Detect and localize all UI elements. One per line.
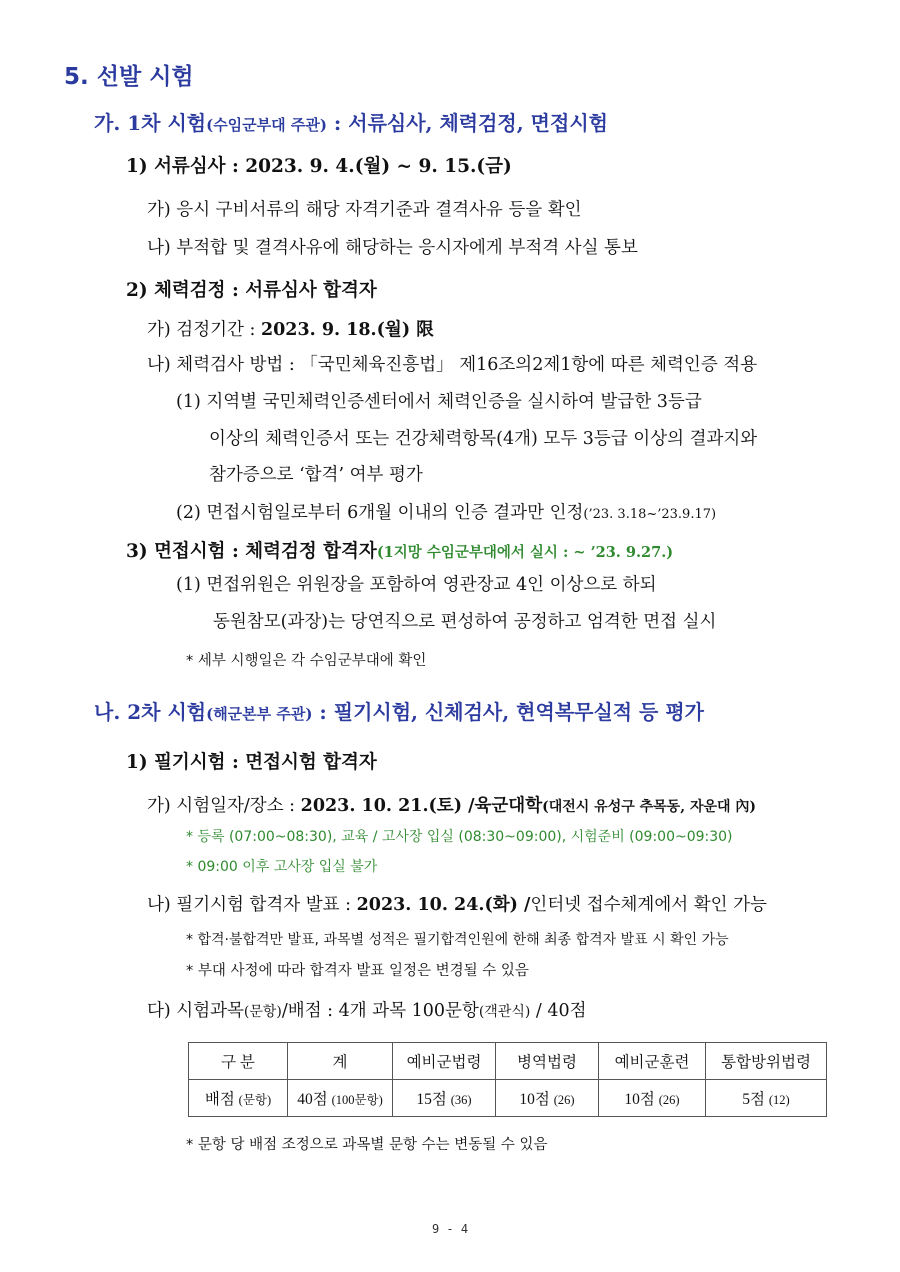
- table-header-cell: 계: [288, 1043, 393, 1080]
- na1-note-green-2: * 09:00 이후 고사장 입실 불가: [186, 859, 378, 875]
- section-title: 5. 선발 시험: [64, 64, 194, 90]
- table-header-cell: 병역법령: [496, 1043, 599, 1080]
- page-number: 9 - 4: [431, 1222, 469, 1236]
- na1-item-c: [147, 1003, 587, 1021]
- na1-note-1: * 합격·불합격만 발표, 과목별 성적은 필기합격인원에 한해 최종 합격자 발표 시 확인 가능: [186, 932, 729, 948]
- heading-ga3: [126, 543, 673, 562]
- na1-item-c-b: (문항): [243, 1004, 282, 1020]
- ga2-sub1-line2: 이상의 체력인증서 또는 건강체력항목(4개) 모두 3등급 이상의 결과지와: [209, 429, 758, 449]
- table-header-cell: 예비군훈련: [599, 1043, 706, 1080]
- heading-ga3-green: (1지망 수임군부대에서 실시 : ~ ’23. 9.27.): [376, 544, 674, 561]
- na1-item-c-d: (객관식): [478, 1004, 531, 1020]
- na1-item-a-label: 가) 시험일자/장소 :: [147, 796, 301, 816]
- heading-ga-main: 가. 1차 시험: [94, 111, 207, 135]
- ga2-item-a: [147, 322, 434, 340]
- ga1-item-b: 나) 부적합 및 결격사유에 해당하는 응시자에게 부적격 사실 통보: [147, 238, 638, 258]
- ga2-item-b: 나) 체력검사 방법 : 「국민체육진흥법」 제16조의2제1항에 따른 체력인증 적용: [147, 355, 758, 375]
- na1-note-2: * 부대 사정에 따라 합격자 발표 일정은 변경될 수 있음: [186, 963, 529, 979]
- table-cell: [496, 1080, 599, 1117]
- heading-ga-sub: (수임군부대 주관): [206, 116, 327, 134]
- heading-na-sub: (해군본부 주관): [206, 705, 313, 723]
- heading-na-main: 나. 2차 시험: [94, 700, 207, 724]
- na1-item-c-e: / 40점: [530, 1001, 587, 1021]
- table-cell-sub: (12): [768, 1093, 790, 1107]
- table-cell: [189, 1080, 288, 1117]
- heading-na-rest: : 필기시험, 신체검사, 현역복무실적 등 평가: [312, 700, 704, 724]
- na1-item-b-label: 나) 필기시험 합격자 발표 :: [147, 895, 357, 915]
- heading-ga2: 2) 체력검정 : 서류심사 합격자: [126, 280, 377, 301]
- heading-ga3-text: 3) 면접시험 : 체력검정 합격자: [126, 541, 377, 562]
- table-header-cell: 통합방위법령: [706, 1043, 827, 1080]
- table-cell-sub: (36): [450, 1093, 472, 1107]
- score-table-row: [189, 1080, 827, 1117]
- table-cell-sub: (26): [658, 1093, 680, 1107]
- na1-item-b-rest: 인터넷 접수체계에서 확인 가능: [530, 895, 767, 915]
- table-cell: [706, 1080, 827, 1117]
- table-cell-sub: (26): [553, 1093, 575, 1107]
- na1-item-b-value: 2023. 10. 24.(화) /: [356, 895, 531, 915]
- na1-item-a-place: (대전시 유성구 추목동, 자운대 內): [542, 799, 757, 815]
- table-cell-main: 10점: [519, 1091, 554, 1108]
- ga1-item-a: 가) 응시 구비서류의 해당 자격기준과 결격사유 등을 확인: [147, 200, 582, 220]
- heading-na1: 1) 필기시험 : 면접시험 합격자: [126, 752, 377, 773]
- table-cell-main: 40점: [297, 1091, 332, 1108]
- heading-ga: [94, 113, 608, 133]
- na1-item-c-a: 다) 시험과목: [147, 1001, 244, 1021]
- ga2-item-a-label: 가) 검정기간 :: [147, 320, 261, 340]
- na1-note-green-1: * 등록 (07:00~08:30), 교육 / 고사장 입실 (08:30~09:00), 시험준비 (09:00~09:30): [186, 829, 733, 845]
- score-table: [188, 1042, 827, 1117]
- heading-ga-rest: : 서류심사, 체력검정, 면접시험: [326, 111, 608, 135]
- table-cell: [393, 1080, 496, 1117]
- ga2-sub1-line1: (1) 지역별 국민체력인증센터에서 체력인증을 실시하여 발급한 3등급: [176, 392, 702, 412]
- na1-item-c-c: /배점 : 4개 과목 100문항: [281, 1001, 479, 1021]
- na1-item-a-value: 2023. 10. 21.(토) /육군대학: [300, 796, 543, 816]
- table-header-cell: 예비군법령: [393, 1043, 496, 1080]
- heading-ga1: 1) 서류심사 : 2023. 9. 4.(월) ~ 9. 15.(금): [126, 156, 512, 177]
- table-header-cell: 구 분: [189, 1043, 288, 1080]
- table-cell-main: 15점: [416, 1091, 451, 1108]
- table-cell-main: 10점: [624, 1091, 659, 1108]
- table-cell: [599, 1080, 706, 1117]
- score-table-header-row: [189, 1043, 827, 1080]
- ga2-item-a-value: 2023. 9. 18.(월) 限: [260, 320, 434, 340]
- table-cell: [288, 1080, 393, 1117]
- heading-na: [94, 702, 704, 722]
- table-cell-main: 5점: [742, 1091, 769, 1108]
- table-cell-sub: (문항): [238, 1093, 272, 1107]
- ga2-sub1-line3: 참가증으로 ‘합격’ 여부 평가: [209, 465, 423, 485]
- na1-item-b: [147, 897, 767, 915]
- na1-item-a: [147, 798, 756, 816]
- ga2-sub2-period: (’23. 3.18~’23.9.17): [583, 507, 717, 522]
- ga2-sub2-text: (2) 면접시험일로부터 6개월 이내의 인증 결과만 인정: [176, 503, 584, 523]
- ga3-note: * 세부 시행일은 각 수임군부대에 확인: [186, 653, 427, 669]
- table-cell-sub: (100문항): [331, 1093, 383, 1107]
- ga3-sub1-line1: (1) 면접위원은 위원장을 포함하여 영관장교 4인 이상으로 하되: [176, 575, 657, 595]
- table-note: * 문항 당 배점 조정으로 과목별 문항 수는 변동될 수 있음: [186, 1137, 548, 1153]
- ga3-sub1-line2: 동원참모(과장)는 당연직으로 편성하여 공정하고 엄격한 면접 실시: [213, 612, 717, 632]
- table-cell-main: 배점: [204, 1091, 239, 1108]
- ga2-sub2: [176, 505, 716, 523]
